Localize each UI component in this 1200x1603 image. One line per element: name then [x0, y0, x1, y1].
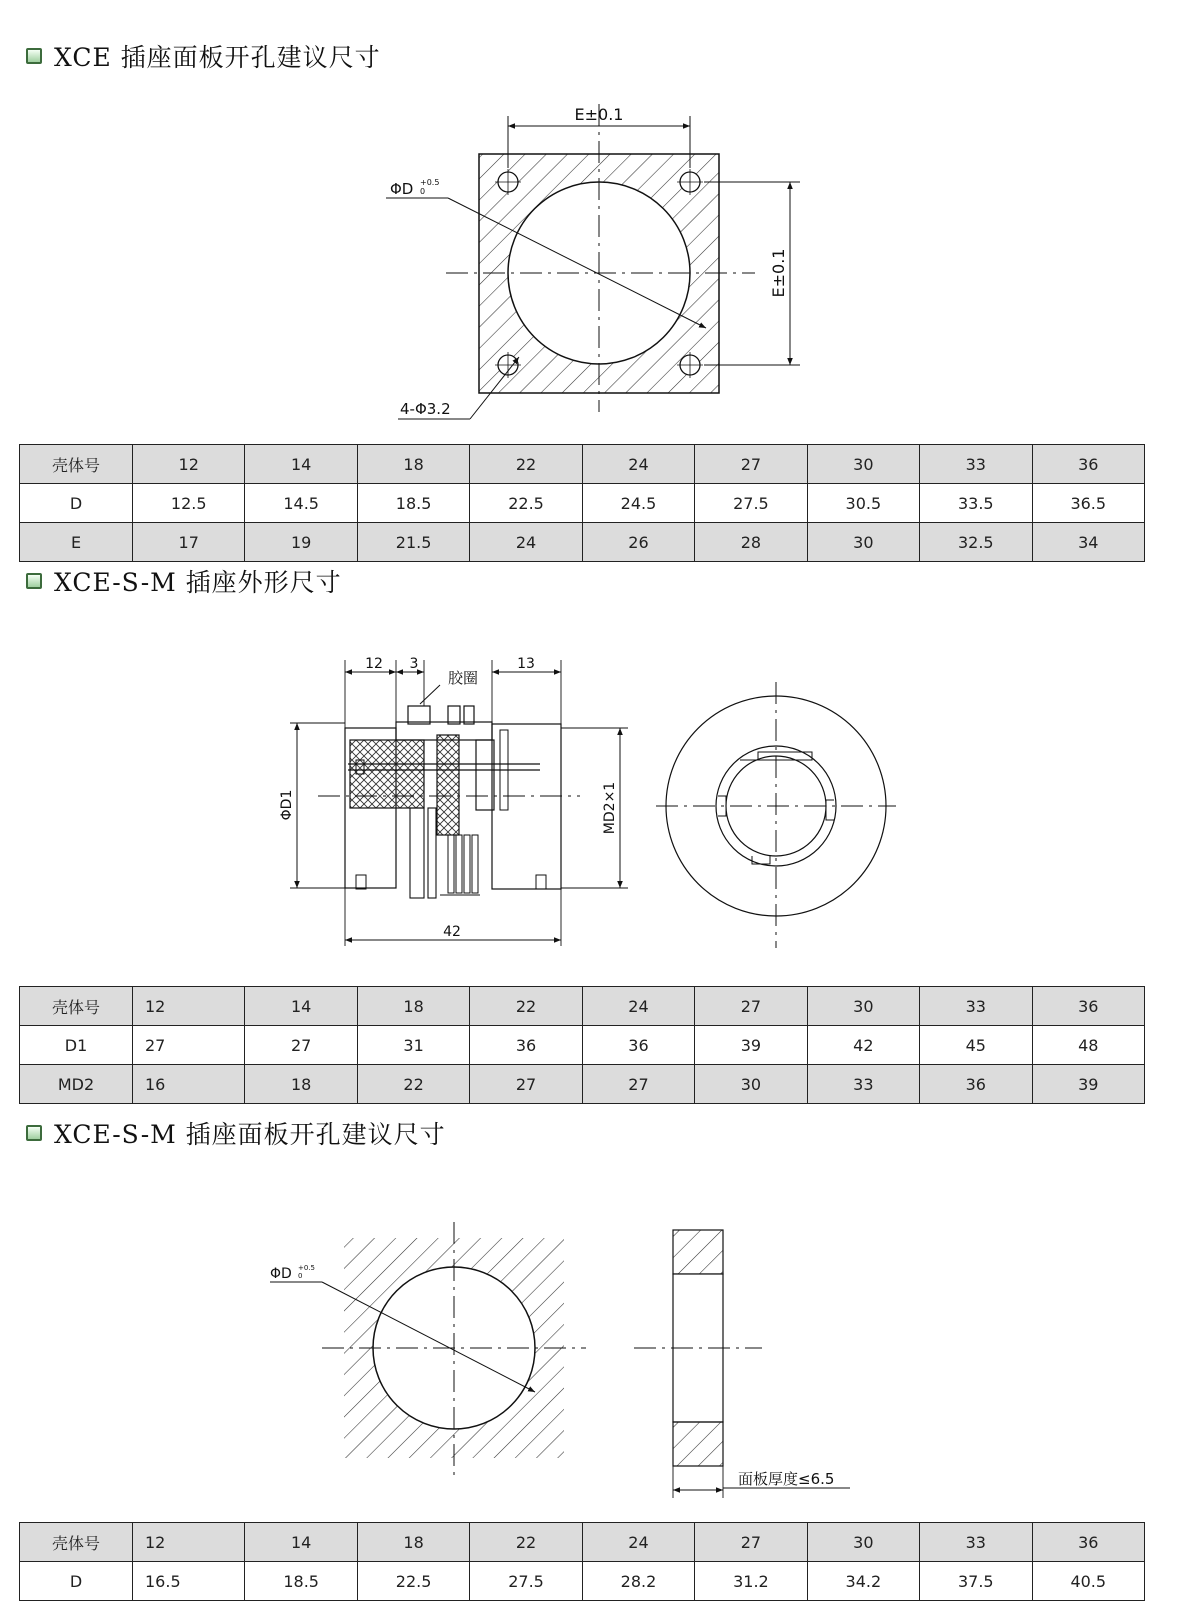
- row-label: 壳体号: [20, 987, 133, 1026]
- table-row: [20, 1065, 1145, 1104]
- table-cell: 33: [807, 1065, 919, 1104]
- table-cell: 27: [695, 445, 807, 484]
- table-cell: 18.5: [357, 484, 469, 523]
- row-label: D: [20, 484, 133, 523]
- table-cell: 40.5: [1032, 1562, 1145, 1601]
- diameter-label: ΦD: [270, 1266, 292, 1282]
- table-cell: 24: [582, 445, 694, 484]
- table-cell: 18: [357, 445, 469, 484]
- table-cell: 24.5: [582, 484, 694, 523]
- diameter-tol-upper: +0.5: [420, 178, 440, 187]
- dim-d1-label: ΦD1: [279, 789, 295, 821]
- table-cell: 33: [920, 987, 1032, 1026]
- table-cell: 36: [1032, 1523, 1145, 1562]
- table-cell: 12.5: [133, 484, 245, 523]
- table-cell: 33: [920, 1523, 1032, 1562]
- table-cell: 27: [470, 1065, 582, 1104]
- dim-12-label: 12: [365, 656, 383, 672]
- table-cell: 33: [920, 445, 1032, 484]
- diameter-tol-upper: +0.5: [298, 1264, 315, 1272]
- table-cell: 22: [357, 1065, 469, 1104]
- table-cell: 36: [470, 1026, 582, 1065]
- table-cell: 12: [133, 987, 245, 1026]
- table-cell: 30: [807, 445, 919, 484]
- table-cell: 30.5: [807, 484, 919, 523]
- table-cell: 16.5: [133, 1562, 245, 1601]
- table-cell: 14.5: [245, 484, 357, 523]
- table-cell: 31.2: [695, 1562, 807, 1601]
- drawing-xce-cutout: [386, 104, 800, 419]
- table-cell: 16: [133, 1065, 245, 1104]
- panel-section-bottom: [673, 1422, 723, 1466]
- dim-13-label: 13: [517, 656, 535, 672]
- table-cell: 27: [582, 1065, 694, 1104]
- gasket-label: 胶圈: [448, 669, 479, 687]
- table-cell: 22.5: [470, 484, 582, 523]
- table-cell: 12: [133, 1523, 245, 1562]
- receptacle-shell: [492, 724, 561, 889]
- table-cell: 27: [695, 987, 807, 1026]
- table-xce-s-m-cutout: [19, 1522, 1145, 1601]
- table-cell: 39: [1032, 1065, 1145, 1104]
- thickness-label: 面板厚度≤6.5: [738, 1470, 835, 1488]
- table-cell: 18: [357, 987, 469, 1026]
- table-cell: 12: [133, 445, 245, 484]
- table-cell: 14: [245, 445, 357, 484]
- table-cell: 32.5: [920, 523, 1032, 562]
- table-cell: 18: [245, 1065, 357, 1104]
- table-row: [20, 484, 1145, 523]
- table-cell: 21.5: [357, 523, 469, 562]
- dim-3-label: 3: [409, 656, 419, 672]
- table-cell: 45: [920, 1026, 1032, 1065]
- table-cell: 42: [807, 1026, 919, 1065]
- table-cell: 27: [695, 1523, 807, 1562]
- row-label: 壳体号: [20, 445, 133, 484]
- drawing-xce-s-m-outline: [290, 660, 896, 948]
- table-cell: 27.5: [695, 484, 807, 523]
- table-cell: 24: [582, 987, 694, 1026]
- section-title-text: XCE-S-M 插座外形尺寸: [54, 568, 342, 597]
- table-cell: 28.2: [582, 1562, 694, 1601]
- diameter-label: ΦD: [390, 180, 414, 198]
- dim-right-label: E±0.1: [769, 248, 788, 298]
- section-title-text: XCE 插座面板开孔建议尺寸: [54, 43, 381, 72]
- table-cell: 36: [582, 1026, 694, 1065]
- table-row: [20, 1562, 1145, 1601]
- table-cell: 34.2: [807, 1562, 919, 1601]
- table-cell: 22.5: [357, 1562, 469, 1601]
- table-cell: 24: [470, 523, 582, 562]
- table-cell: 34: [1032, 523, 1145, 562]
- table-row: [20, 523, 1145, 562]
- row-label: D1: [20, 1026, 133, 1065]
- table-cell: 22: [470, 445, 582, 484]
- row-label: 壳体号: [20, 1523, 133, 1562]
- table-cell: 37.5: [920, 1562, 1032, 1601]
- table-cell: 28: [695, 523, 807, 562]
- dim-top-label: E±0.1: [574, 105, 624, 124]
- holes-label: 4-Φ3.2: [400, 400, 451, 418]
- table-cell: 18.5: [245, 1562, 357, 1601]
- table-cell: 31: [357, 1026, 469, 1065]
- table-cell: 27: [133, 1026, 245, 1065]
- table-cell: 14: [245, 1523, 357, 1562]
- table-cell: 36.5: [1032, 484, 1145, 523]
- table-cell: 24: [582, 1523, 694, 1562]
- table-xce-s-m-outline: [19, 986, 1145, 1104]
- table-cell: 18: [357, 1523, 469, 1562]
- table-cell: 26: [582, 523, 694, 562]
- table-cell: 36: [1032, 987, 1145, 1026]
- table-row: [20, 1523, 1145, 1562]
- table-row: [20, 987, 1145, 1026]
- diameter-tol-lower: 0: [298, 1272, 303, 1280]
- row-label: E: [20, 523, 133, 562]
- table-cell: 14: [245, 987, 357, 1026]
- section-title-text: XCE-S-M 插座面板开孔建议尺寸: [54, 1120, 446, 1149]
- table-cell: 27.5: [470, 1562, 582, 1601]
- table-cell: 30: [695, 1065, 807, 1104]
- table-cell: 27: [245, 1026, 357, 1065]
- table-cell: 22: [470, 987, 582, 1026]
- dim-42-label: 42: [443, 924, 461, 940]
- row-label: MD2: [20, 1065, 133, 1104]
- table-cell: 30: [807, 1523, 919, 1562]
- insulator-core: [437, 735, 459, 835]
- table-cell: 19: [245, 523, 357, 562]
- panel-section-top: [673, 1230, 723, 1274]
- drawing-xce-s-m-cutout: [270, 1222, 850, 1498]
- table-cell: 39: [695, 1026, 807, 1065]
- dim-md2-label: MD2×1: [602, 781, 618, 835]
- table-cell: 22: [470, 1523, 582, 1562]
- table-cell: 36: [920, 1065, 1032, 1104]
- table-cell: 33.5: [920, 484, 1032, 523]
- table-row: [20, 1026, 1145, 1065]
- table-cell: 36: [1032, 445, 1145, 484]
- table-cell: 17: [133, 523, 245, 562]
- table-cell: 30: [807, 523, 919, 562]
- row-label: D: [20, 1562, 133, 1601]
- diameter-tol-lower: 0: [420, 187, 426, 196]
- table-cell: 30: [807, 987, 919, 1026]
- table-cell: 48: [1032, 1026, 1145, 1065]
- table-row: [20, 445, 1145, 484]
- table-xce-cutout: [19, 444, 1145, 562]
